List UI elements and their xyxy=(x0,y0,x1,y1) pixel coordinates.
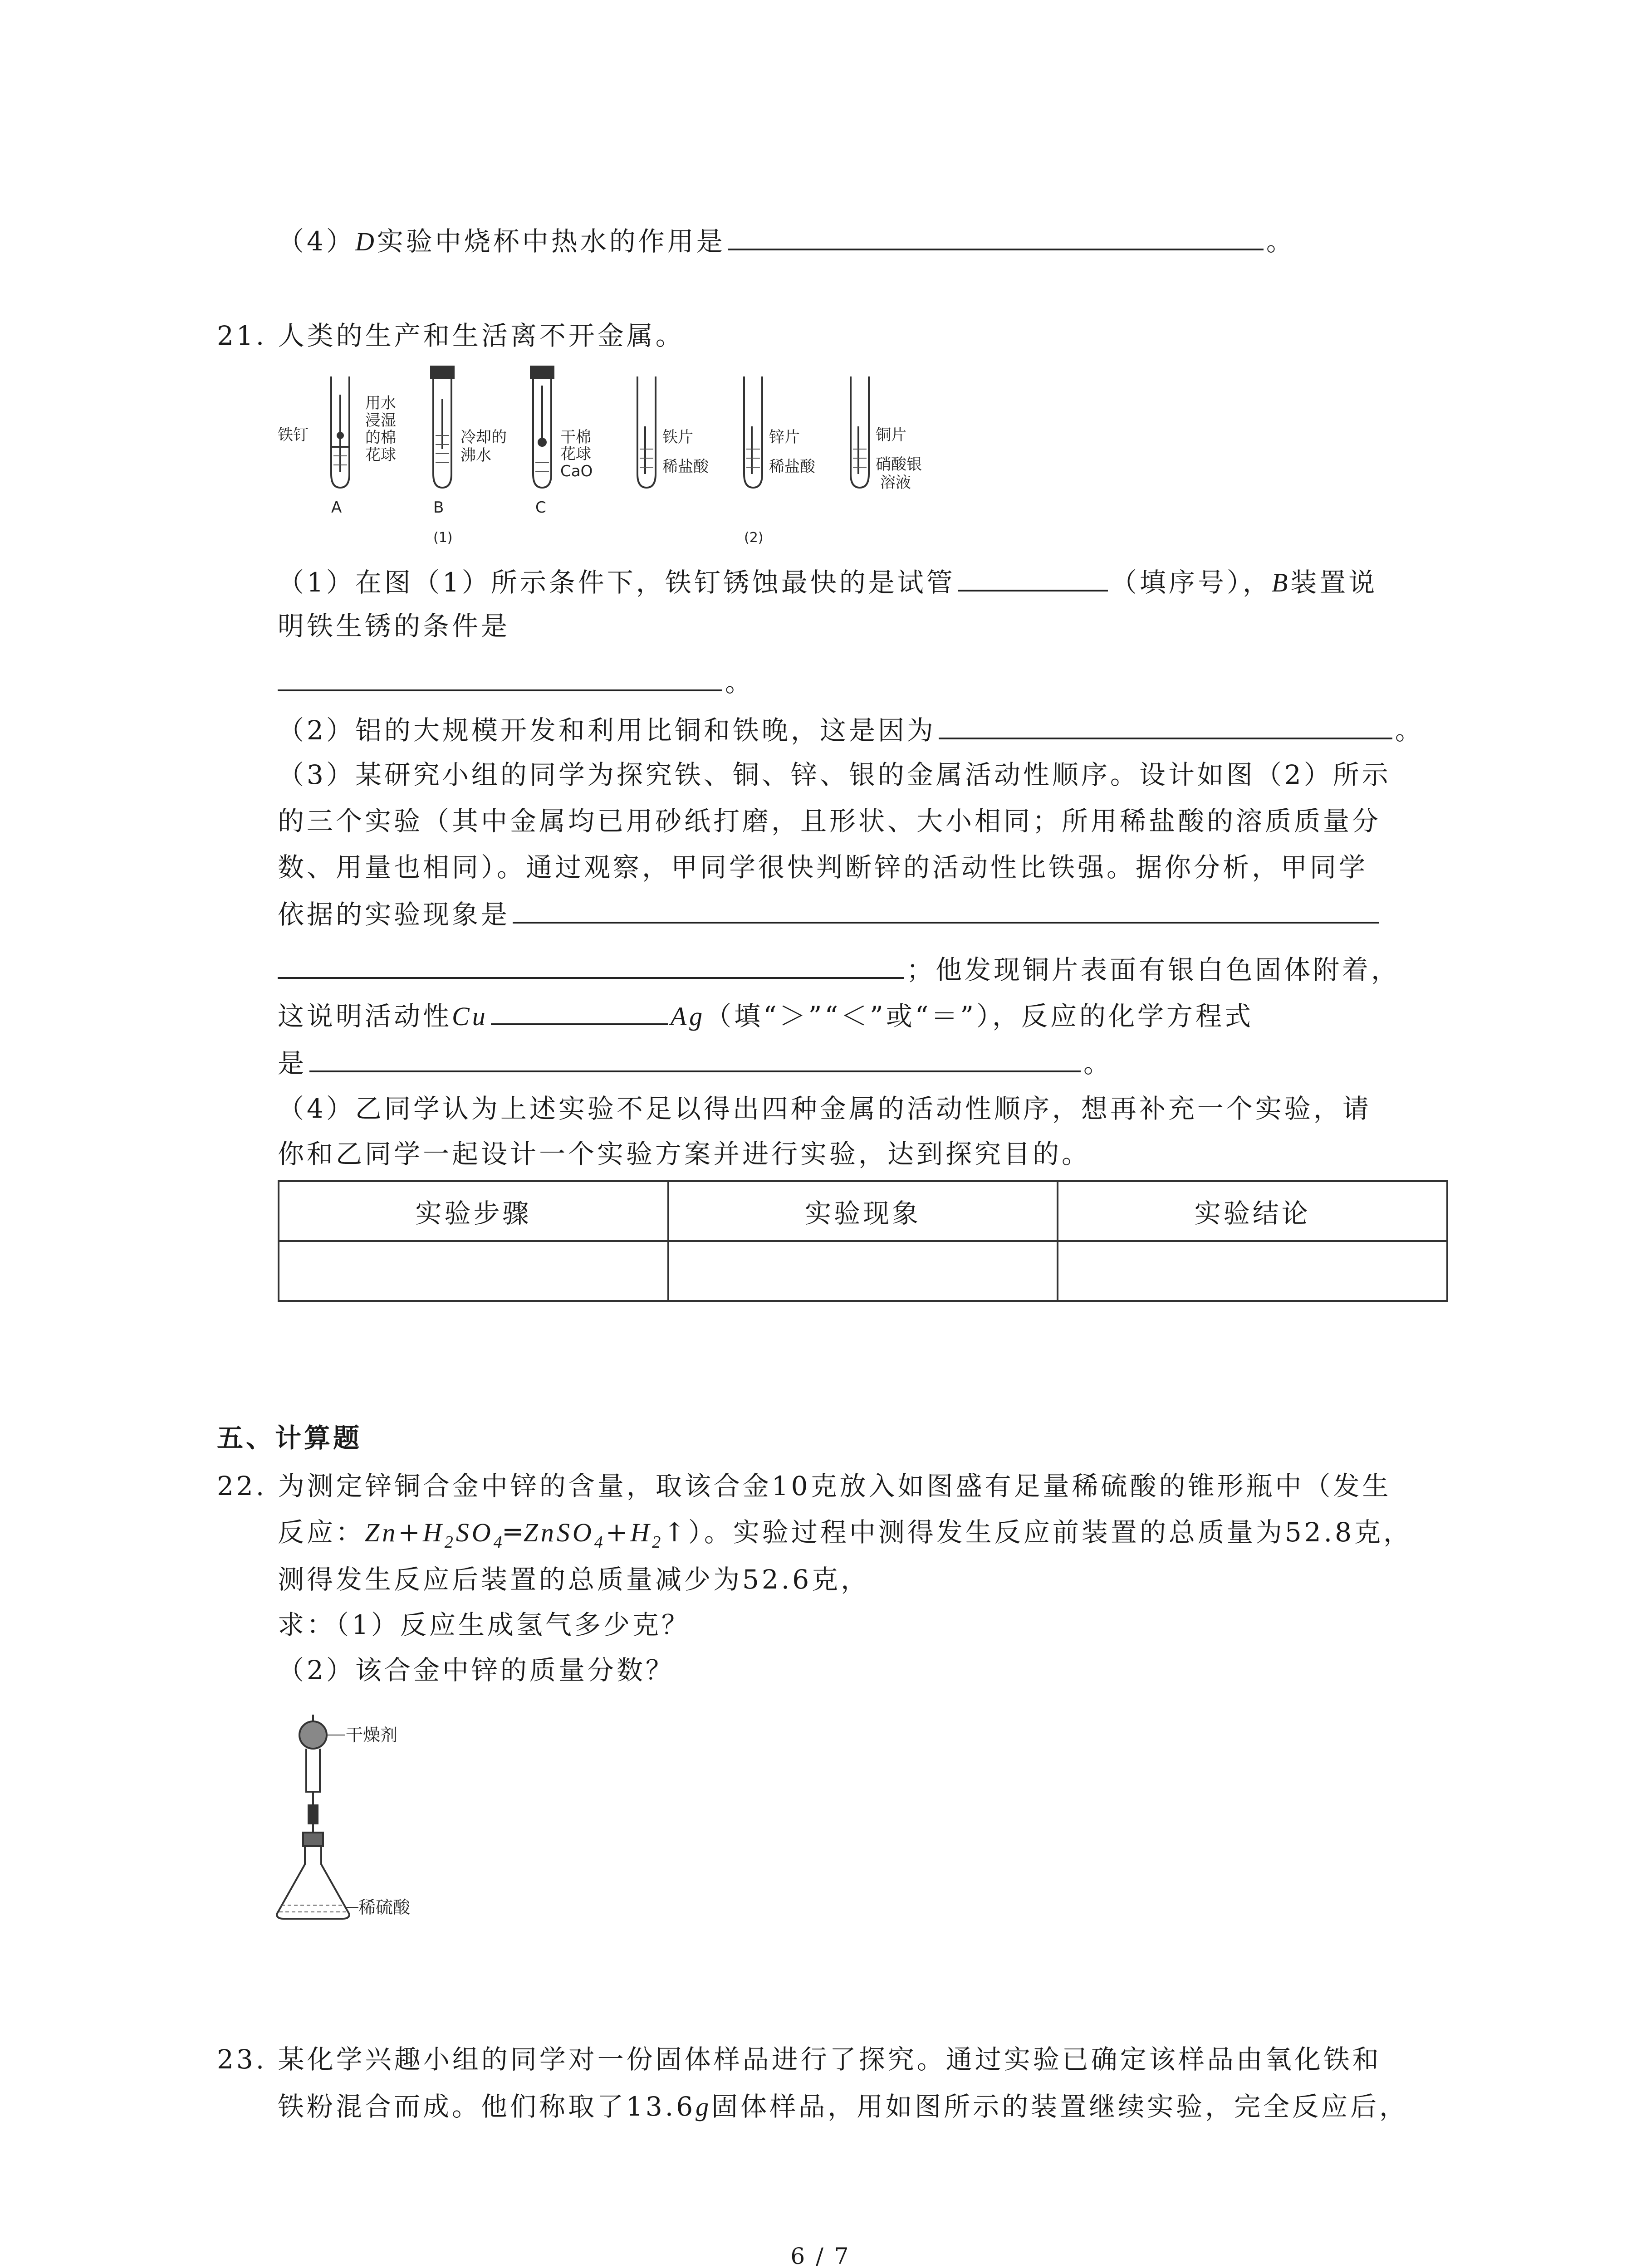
svg-text:A: A xyxy=(331,499,342,517)
q21-part3-line4: 依据的实验现象是 xyxy=(278,895,1382,933)
q21-title-text: 人类的生产和生活离不开金属。 xyxy=(278,320,685,351)
q21-part4-line2: 你和乙同学一起设计一个实验方案并进行实验，达到探究目的。 xyxy=(278,1139,1091,1169)
q22-line2: 反应：$Zn+H_2SO_4═ZnSO_4+H_2↑$）。实验过程中测得发生反应前装置的总质量为52.8克， xyxy=(278,1517,1413,1552)
svg-text:干棉: 干棉 xyxy=(560,428,591,446)
svg-text:稀盐酸: 稀盐酸 xyxy=(769,458,815,476)
fig-label-iron-nail: 铁钉 xyxy=(278,426,309,444)
q21-title xyxy=(217,318,685,354)
q21-part2: （2）铝的大规模开发和利用比铜和铁晚，这是因为 。 xyxy=(278,711,1424,748)
q21-part1-line3: 。 xyxy=(278,663,754,700)
svg-text:C: C xyxy=(535,499,546,517)
svg-text:沸水: 沸水 xyxy=(460,446,491,464)
svg-text:CaO: CaO xyxy=(560,462,593,480)
svg-text:花球: 花球 xyxy=(365,446,396,464)
table-answer-cell[interactable] xyxy=(1058,1241,1447,1301)
q21-part1-line2: 明铁生锈的条件是 xyxy=(278,611,510,641)
q21-number: 21. xyxy=(217,320,267,351)
q23-line1: 23. 某化学兴趣小组的同学对一份固体样品进行了探究。通过实验已确定该样品由氧化铁和 xyxy=(217,2044,1381,2075)
q21-part3-line7: 是 。 xyxy=(278,1044,1112,1081)
q20-part4: （4）D实验中烧杯中热水的作用是 。 xyxy=(278,222,1295,260)
q21-part3-line3: 数、用量也相同）。通过观察，甲同学很快判断锌的活动性比铁强。据你分析，甲同学 xyxy=(278,852,1368,883)
answer-blank[interactable] xyxy=(939,711,1392,739)
svg-text:铁片: 铁片 xyxy=(662,428,693,446)
fig-caption-1: (1) xyxy=(433,530,453,544)
test-tube-figure xyxy=(272,358,953,544)
table-answer-cell[interactable] xyxy=(668,1241,1058,1301)
q22-line3: 测得发生反应后装置的总质量减少为52.6克， xyxy=(278,1564,870,1595)
q20-part4-letter: D xyxy=(355,227,377,256)
q21-part3-line6: 这说明活动性Cu Ag（填“＞”“＜”或“＝”），反应的化学方程式 xyxy=(278,997,1254,1035)
q21-part3-line5: ；他发现铜片表面有银白色固体附着， xyxy=(278,951,1400,988)
svg-text:溶液: 溶液 xyxy=(880,474,911,492)
svg-text:铜片: 铜片 xyxy=(876,426,906,444)
svg-text:浸湿: 浸湿 xyxy=(365,411,396,430)
table-header-cell: 实验结论 xyxy=(1058,1181,1447,1241)
answer-blank[interactable] xyxy=(309,1044,1081,1072)
q21-part1-line1: （1）在图（1）所示条件下，铁钉锈蚀最快的是试管 （填序号），B装置说 xyxy=(278,563,1377,601)
q22-line5: （2）该合金中锌的质量分数？ xyxy=(278,1655,675,1686)
answer-blank[interactable] xyxy=(728,222,1264,250)
q21-part4-line1: （4）乙同学认为上述实验不足以得出四种金属的活动性顺序，想再补充一个实验，请 xyxy=(278,1093,1372,1124)
flask-apparatus-figure xyxy=(272,1701,463,1928)
q20-part4-prefix: （4） xyxy=(278,226,355,257)
table-header-cell: 实验步骤 xyxy=(279,1181,668,1241)
fig-label-desiccant: 干燥剂 xyxy=(346,1725,398,1745)
answer-blank[interactable] xyxy=(278,663,722,691)
answer-blank[interactable] xyxy=(278,951,904,979)
fig-caption-2: (2) xyxy=(744,530,764,544)
table-header-cell: 实验现象 xyxy=(668,1181,1058,1241)
answer-blank[interactable] xyxy=(958,563,1108,591)
section-title: 五、计算题 xyxy=(217,1422,362,1453)
q22-line1: 22. 为测定锌铜合金中锌的含量，取该合金10克放入如图盛有足量稀硫酸的锥形瓶中（发生 xyxy=(217,1471,1391,1501)
svg-text:冷却的: 冷却的 xyxy=(460,428,507,446)
table-answer-cell[interactable] xyxy=(279,1241,668,1301)
page-number: 6 / 7 xyxy=(790,2243,851,2268)
q20-part4-text: 实验中烧杯中热水的作用是 xyxy=(377,226,725,257)
fig-label-dilute-acid: 稀硫酸 xyxy=(358,1897,411,1917)
experiment-table xyxy=(278,1180,1448,1302)
answer-blank[interactable] xyxy=(491,997,668,1025)
svg-text:花球: 花球 xyxy=(560,445,591,463)
svg-text:B: B xyxy=(433,499,444,517)
q21-part3-line2: 的三个实验（其中金属均已用砂纸打磨，且形状、大小相同；所用稀盐酸的溶质质量分 xyxy=(278,806,1381,836)
q22-line4: 求：（1）反应生成氢气多少克？ xyxy=(278,1609,691,1640)
svg-text:用水: 用水 xyxy=(365,394,396,412)
svg-text:锌片: 锌片 xyxy=(769,428,800,446)
svg-text:的棉: 的棉 xyxy=(365,429,396,447)
q21-part3-line1: （3）某研究小组的同学为探究铁、铜、锌、银的金属活动性顺序。设计如图（2）所示 xyxy=(278,759,1391,790)
svg-text:硝酸银: 硝酸银 xyxy=(876,455,922,474)
q23-line2: 铁粉混合而成。他们称取了13.6g固体样品，用如图所示的装置继续实验，完全反应后， xyxy=(278,2091,1409,2122)
svg-text:稀盐酸: 稀盐酸 xyxy=(662,458,709,476)
table-row xyxy=(279,1241,1447,1301)
table-header-row xyxy=(279,1181,1447,1241)
answer-blank[interactable] xyxy=(513,895,1379,924)
